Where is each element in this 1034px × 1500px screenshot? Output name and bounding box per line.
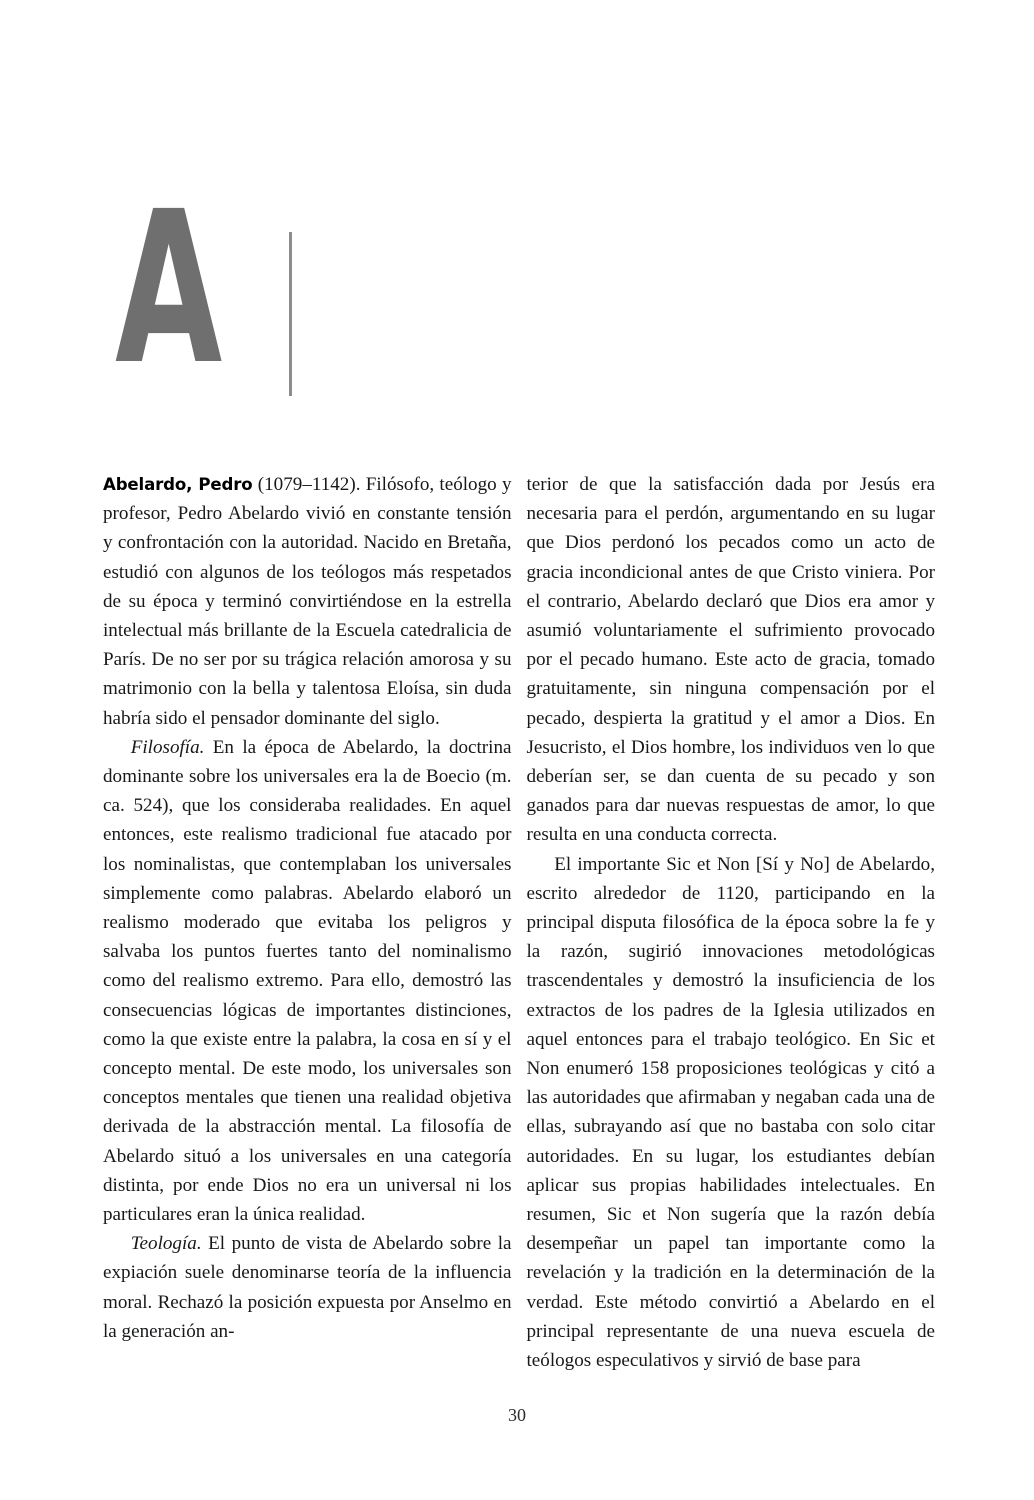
teologia-label: Teología. — [130, 1233, 202, 1255]
teologia-paragraph-right — [527, 470, 936, 850]
entry-intro-text: (1079–1142). Filósofo, teólogo y profesor, Pedro Abelardo vivió en constante tensión y confrontación con la autoridad. Nacido en Bretaña, estudió con algunos de los teólogos más respetados de su época y terminó convirtiéndose en la estrella intelectual más brillante de la Escuela catedralicia de París. De no ser por su trágica relación amorosa y su matrimonio con la bella y talentosa Eloísa, sin duda habría sido el pensador dominante del siglo. — [103, 474, 512, 729]
section-letter-block — [103, 166, 403, 411]
teologia-text-left: El punto de vista de Abelardo sobre la expiación suele denominarse teoría de la influencia moral. Rechazó la posición expuesta por Anselmo en la generación an- — [103, 1233, 512, 1342]
sic-et-non-paragraph — [527, 850, 936, 1376]
section-letter-rule — [289, 232, 292, 396]
section-letter-a: A — [115, 166, 221, 411]
page-number: 30 — [508, 1405, 526, 1425]
filosofia-text: En la época de Abelardo, la doctrina dominante sobre los universales era la de Boecio (m. ca. 524), que los consideraba realidades. En aquel entonces, este realismo tradicional fue atacado por los nominalistas, que contemplaban los universales simplemente como palabras. Abelardo elaboró un realismo moderado que evitaba los peligros y salvaba los puntos fuertes tanto del nominalismo como del realismo extremo. Para ello, demostró las consecuencias lógicas de importantes distinciones, como la que existe entre la palabra, la cosa en sí y el concepto mental. De este modo, los universales son conceptos mentales que tienen una realidad objetiva derivada de la abstracción mental. La filosofía de Abelardo situó a los universales en una categoría distinta, por ende Dios no era un universal ni los particulares eran la única realidad. — [103, 736, 512, 1226]
two-column-text-body — [103, 470, 935, 1380]
right-column — [527, 470, 936, 1380]
entry-intro-paragraph — [103, 470, 512, 733]
sic-et-non-text: El importante Sic et Non [Sí y No] de Abelardo, escrito alrededor de 1120, participando en la principal disputa filosófica de la época sobre la fe y la razón, sugirió innovaciones metodológicas trascendentales y demostró la insuficiencia de los extractos de los padres de la Iglesia utilizados en aquel entonces para el trabajo teológico. En Sic et Non enumeró 158 proposiciones teológicas y citó a las autoridades que afirmaban y negaban cada una de ellas, subrayando así que no bastaba con solo citar autoridades. En su lugar, los estudiantes debían aplicar sus propias habilidades intelectuales. En resumen, Sic et Non sugería que la razón debía desempeñar un papel tan importante como la revelación y la tradición en la determinación de la verdad. Este método convirtió a Abelardo en el principal representante de una nueva escuela de teólogos especulativos y sirvió de base para — [526, 853, 935, 1372]
filosofia-paragraph — [103, 733, 512, 1229]
left-column — [103, 470, 512, 1380]
entry-headword: Abelardo, Pedro — [103, 475, 253, 494]
teologia-text-right: terior de que la satisfacción dada por Jesús era necesaria para el perdón, argumentando en su lugar que Dios perdonó los pecados como un acto de gracia incondicional antes de que Cristo viniera. Por el contrario, Abelardo declaró que Dios era amor y asumió voluntariamente el sufrimiento provocado por el pecado humano. Este acto de gracia, tomado gratuitamente, sin ninguna compensación por el pecado, despierta la gratitud y el amor a Dios. En Jesucristo, el Dios hombre, los individuos ven lo que deberían ser, se dan cuenta de su pecado y son ganados para dar nuevas respuestas de amor, lo que resulta en una conducta correcta. — [526, 474, 935, 846]
filosofia-label: Filosofía. — [130, 736, 205, 758]
teologia-paragraph-left — [103, 1229, 512, 1346]
